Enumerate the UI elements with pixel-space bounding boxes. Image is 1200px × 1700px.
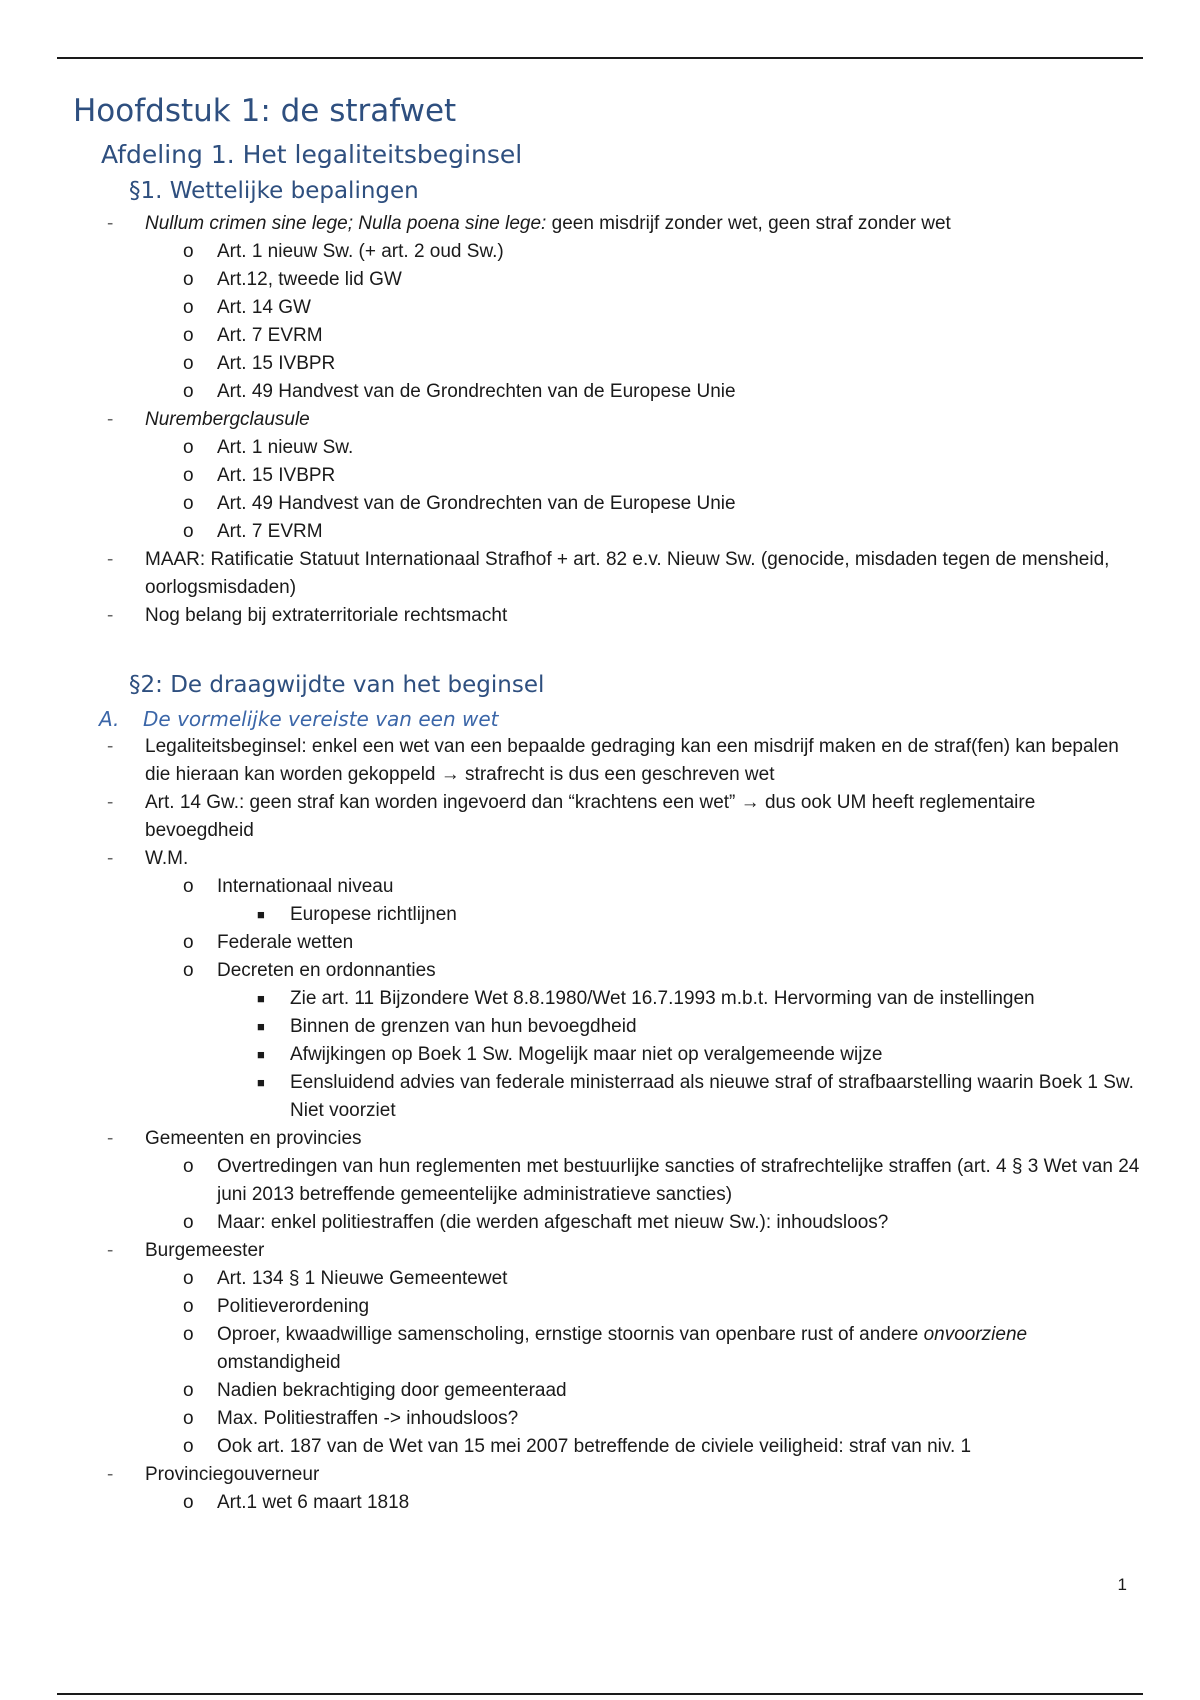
list-item xyxy=(0,1265,1200,1293)
item-text: Afwijkingen op Boek 1 Sw. Mogelijk maar niet op veralgemeende wijze xyxy=(290,1044,883,1065)
item-text: Art. 134 § 1 Nieuwe Gemeentewet xyxy=(217,1268,508,1289)
list-item xyxy=(0,350,1200,378)
subsection-a-heading xyxy=(99,707,498,731)
item-text: Art.1 wet 6 maart 1818 xyxy=(217,1492,410,1513)
item-text: Decreten en ordonnanties xyxy=(217,960,436,981)
circle-bullet: o xyxy=(183,1296,194,1317)
dash-bullet: - xyxy=(107,792,114,813)
item-text: geen misdrijf zonder wet, geen straf zonder wet xyxy=(546,213,951,234)
list-item xyxy=(0,1069,1200,1125)
list-item xyxy=(0,434,1200,462)
footer-rule xyxy=(57,1693,1143,1695)
list-item xyxy=(0,845,1200,873)
dash-bullet: - xyxy=(107,409,114,430)
list-item xyxy=(0,546,1200,602)
list-item xyxy=(0,1237,1200,1265)
item-text: Federale wetten xyxy=(217,932,354,953)
list-item xyxy=(0,266,1200,294)
circle-bullet: o xyxy=(183,241,194,262)
dash-bullet: - xyxy=(107,1240,114,1261)
item-text: Eensluidend advies van federale ministerraad als nieuwe straf of strafbaarstelling waarin Boek 1 Sw. Niet voorziet xyxy=(290,1072,1134,1121)
circle-bullet: o xyxy=(183,325,194,346)
item-text: Nadien bekrachtiging door gemeenteraad xyxy=(217,1380,567,1401)
list-item xyxy=(0,378,1200,406)
circle-bullet: o xyxy=(183,521,194,542)
dash-bullet: - xyxy=(107,1128,114,1149)
circle-bullet: o xyxy=(183,465,194,486)
list-item xyxy=(0,1013,1200,1041)
circle-bullet: o xyxy=(183,1436,194,1457)
subsection-title-2: §2: De draagwijdte van het beginsel xyxy=(129,672,545,698)
list-item xyxy=(0,210,1200,238)
header-rule xyxy=(57,57,1143,59)
circle-bullet: o xyxy=(183,1268,194,1289)
item-text: Provinciegouverneur xyxy=(145,1464,320,1485)
item-text: Art. 1 nieuw Sw. (+ art. 2 oud Sw.) xyxy=(217,241,504,262)
list-item xyxy=(0,238,1200,266)
item-text: Internationaal niveau xyxy=(217,876,394,897)
list-item xyxy=(0,462,1200,490)
circle-bullet: o xyxy=(183,381,194,402)
subsection-a-letter: A. xyxy=(99,707,120,731)
circle-bullet: o xyxy=(183,876,194,897)
list-item xyxy=(0,957,1200,985)
square-bullet: ■ xyxy=(257,1075,265,1090)
circle-bullet: o xyxy=(183,1212,194,1233)
item-text: Politieverordening xyxy=(217,1296,370,1317)
list-item xyxy=(0,406,1200,434)
list-item xyxy=(0,294,1200,322)
dash-bullet: - xyxy=(107,848,114,869)
list-item xyxy=(0,1125,1200,1153)
item-text: Art. 49 Handvest van de Grondrechten van de Europese Unie xyxy=(217,493,736,514)
item-text: Art. 15 IVBPR xyxy=(217,353,336,374)
item-text: Legaliteitsbeginsel: enkel een wet van een bepaalde gedraging kan een misdrijf maken en de straf(fen) kan bepalen die hieraan kan worden gekoppeld → strafrecht is dus een geschreven wet xyxy=(145,736,1119,785)
circle-bullet: o xyxy=(183,960,194,981)
circle-bullet: o xyxy=(183,932,194,953)
item-text: Art. 1 nieuw Sw. xyxy=(217,437,354,458)
item-text: Art.12, tweede lid GW xyxy=(217,269,402,290)
item-text: Art. 14 Gw.: geen straf kan worden ingevoerd dan “krachtens een wet” → dus ook UM heeft reglementaire bevoegdheid xyxy=(145,792,1036,841)
list-item xyxy=(0,1405,1200,1433)
item-text: Europese richtlijnen xyxy=(290,904,457,925)
italic-text: Nullum crimen sine lege; Nulla poena sine lege: xyxy=(145,213,547,234)
list-item xyxy=(0,490,1200,518)
list-item xyxy=(0,1209,1200,1237)
square-bullet: ■ xyxy=(257,1019,265,1034)
circle-bullet: o xyxy=(183,353,194,374)
item-text: Art. 49 Handvest van de Grondrechten van de Europese Unie xyxy=(217,381,736,402)
list-item xyxy=(0,985,1200,1013)
item-text: Nog belang bij extraterritoriale rechtsmacht xyxy=(145,605,508,626)
item-text: Zie art. 11 Bijzondere Wet 8.8.1980/Wet 16.7.1993 m.b.t. Hervorming van de instellingen xyxy=(290,988,1035,1009)
list-item xyxy=(0,602,1200,630)
circle-bullet: o xyxy=(183,493,194,514)
list-item xyxy=(0,733,1200,789)
list-item xyxy=(0,929,1200,957)
circle-bullet: o xyxy=(183,1156,194,1177)
item-text: omstandigheid xyxy=(217,1352,341,1373)
item-text: Max. Politiestraffen -> inhoudsloos? xyxy=(217,1408,519,1429)
list-item xyxy=(0,1433,1200,1461)
item-text: Maar: enkel politiestraffen (die werden afgeschaft met nieuw Sw.): inhoudsloos? xyxy=(217,1212,889,1233)
list-item xyxy=(0,1153,1200,1209)
circle-bullet: o xyxy=(183,1380,194,1401)
list-item xyxy=(0,1041,1200,1069)
item-text: Art. 15 IVBPR xyxy=(217,465,336,486)
circle-bullet: o xyxy=(183,269,194,290)
item-text: Gemeenten en provincies xyxy=(145,1128,362,1149)
item-text: Ook art. 187 van de Wet van 15 mei 2007 betreffende de civiele veiligheid: straf van niv. 1 xyxy=(217,1436,972,1457)
item-text: Art. 7 EVRM xyxy=(217,521,323,542)
list-item xyxy=(0,518,1200,546)
formal-requirement-list xyxy=(0,733,1200,1517)
item-text: Burgemeester xyxy=(145,1240,265,1261)
square-bullet: ■ xyxy=(257,1047,265,1062)
dash-bullet: - xyxy=(107,213,114,234)
item-text: Binnen de grenzen van hun bevoegdheid xyxy=(290,1016,637,1037)
legal-provisions-list xyxy=(0,210,1200,630)
square-bullet: ■ xyxy=(257,907,265,922)
dash-bullet: - xyxy=(107,549,114,570)
list-item xyxy=(0,1321,1200,1377)
list-item xyxy=(0,1377,1200,1405)
dash-bullet: - xyxy=(107,1464,114,1485)
italic-text: onvoorziene xyxy=(923,1324,1028,1345)
subsection-title-1: §1. Wettelijke bepalingen xyxy=(129,178,419,204)
italic-text: Nurembergclausule xyxy=(145,409,310,430)
item-text: Oproer, kwaadwillige samenscholing, ernstige stoornis van openbare rust of andere xyxy=(217,1324,924,1345)
circle-bullet: o xyxy=(183,297,194,318)
dash-bullet: - xyxy=(107,736,114,757)
chapter-title: Hoofdstuk 1: de strafwet xyxy=(73,93,457,129)
square-bullet: ■ xyxy=(257,991,265,1006)
circle-bullet: o xyxy=(183,437,194,458)
circle-bullet: o xyxy=(183,1324,194,1345)
circle-bullet: o xyxy=(183,1408,194,1429)
list-item xyxy=(0,901,1200,929)
item-text: Overtredingen van hun reglementen met bestuurlijke sancties of strafrechtelijke straffen (art. 4 § 3 Wet van 24 juni 2013 betreffende gemeentelijke administratieve sancties) xyxy=(217,1156,1140,1205)
list-item xyxy=(0,789,1200,845)
item-text: Art. 7 EVRM xyxy=(217,325,323,346)
page-number: 1 xyxy=(1117,1575,1127,1594)
item-text: W.M. xyxy=(145,848,189,869)
list-item xyxy=(0,873,1200,901)
list-item xyxy=(0,1293,1200,1321)
section-title: Afdeling 1. Het legaliteitsbeginsel xyxy=(101,140,523,169)
list-item xyxy=(0,1489,1200,1517)
item-text: MAAR: Ratificatie Statuut Internationaal Strafhof + art. 82 e.v. Nieuw Sw. (genocide, misdaden tegen de mensheid, oorlogsmisdaden) xyxy=(145,549,1110,598)
circle-bullet: o xyxy=(183,1492,194,1513)
subsection-a-title: De vormelijke vereiste van een wet xyxy=(143,707,499,731)
list-item xyxy=(0,322,1200,350)
list-item xyxy=(0,1461,1200,1489)
dash-bullet: - xyxy=(107,605,114,626)
item-text: Art. 14 GW xyxy=(217,297,311,318)
